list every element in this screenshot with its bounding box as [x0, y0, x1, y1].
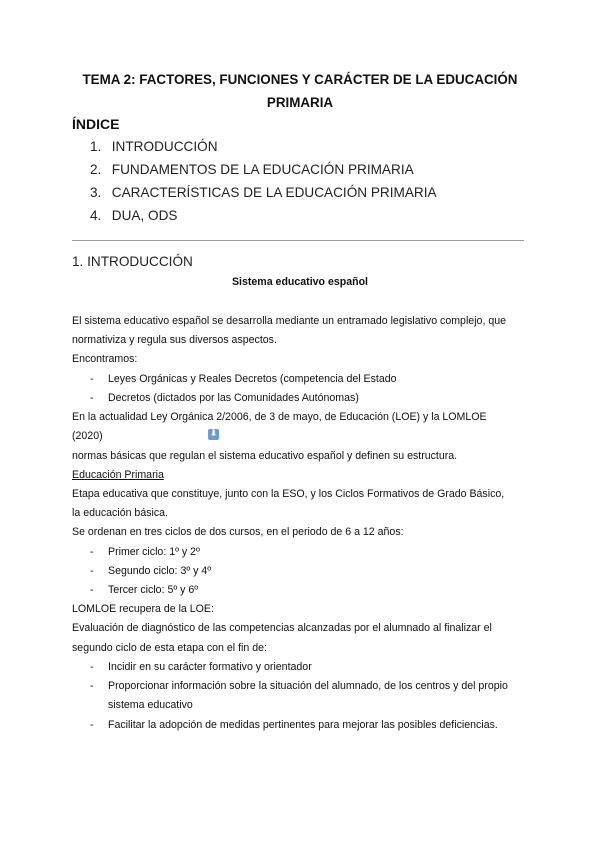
bullet-dash: -: [90, 680, 94, 692]
toc-number: 2.: [90, 162, 102, 177]
table-of-contents: [90, 137, 437, 229]
toc-label: DUA, ODS: [111, 208, 178, 223]
horizontal-divider: [72, 240, 524, 241]
paragraph-line: (2020): [72, 430, 103, 442]
list-item-continuation: sistema educativo: [108, 699, 193, 711]
paragraph-line: El sistema educativo español se desarrolla mediante un entramado legislativo complejo, que: [72, 315, 507, 327]
toc-label: INTRODUCCIÓN: [111, 139, 218, 154]
list-item: Leyes Orgánicas y Reales Decretos (competencia del Estado: [108, 373, 397, 385]
toc-number: 3.: [90, 185, 102, 200]
bullet-dash: -: [90, 373, 94, 385]
bullet-dash: -: [90, 719, 94, 731]
section-heading-introduccion: 1. INTRODUCCIÓN: [72, 254, 193, 269]
bullet-dash: -: [90, 661, 94, 673]
arrow-down-icon: ⬇: [209, 429, 218, 439]
toc-label: CARACTERÍSTICAS DE LA EDUCACIÓN PRIMARIA: [111, 185, 437, 200]
toc-item: [90, 206, 437, 229]
title-line-1: TEMA 2: FACTORES, FUNCIONES Y CARÁCTER DE LA EDUCACIÓN: [82, 72, 518, 87]
subheading-educacion-primaria: Educación Primaria: [72, 469, 164, 481]
list-item: Tercer ciclo: 5º y 6º: [108, 584, 199, 596]
list-item: Segundo ciclo: 3º y 4º: [108, 565, 212, 577]
document-title: [60, 68, 540, 114]
toc-label: FUNDAMENTOS DE LA EDUCACIÓN PRIMARIA: [111, 162, 414, 177]
paragraph-line: LOMLOE recupera de la LOE:: [72, 603, 214, 615]
toc-item: [90, 160, 437, 183]
paragraph-line: la educación básica.: [72, 507, 168, 519]
paragraph-line: Encontramos:: [72, 353, 138, 365]
list-item: Decretos (dictados por las Comunidades Autónomas): [108, 392, 359, 404]
bullet-dash: -: [90, 546, 94, 558]
toc-item: [90, 183, 437, 206]
toc-number: 1.: [90, 139, 102, 154]
title-line-2: PRIMARIA: [266, 95, 334, 110]
bullet-dash: -: [90, 565, 94, 577]
paragraph-line: Evaluación de diagnóstico de las competencias alcanzadas por el alumnado al finalizar el: [72, 622, 492, 634]
list-item: Proporcionar información sobre la situación del alumnado, de los centros y del propio: [108, 680, 508, 692]
paragraph-line: normas básicas que regulan el sistema educativo español y definen su estructura.: [72, 450, 458, 462]
paragraph-line: Etapa educativa que constituye, junto con la ESO, y los Ciclos Formativos de Grado Básico,: [72, 488, 505, 500]
toc-number: 4.: [90, 208, 102, 223]
section-subtitle: Sistema educativo español: [231, 276, 368, 288]
bullet-dash: -: [90, 584, 94, 596]
bullet-dash: -: [90, 392, 94, 404]
list-item: Incidir en su carácter formativo y orientador: [108, 661, 312, 673]
list-item: Primer ciclo: 1º y 2º: [108, 546, 200, 558]
list-item: Facilitar la adopción de medidas pertinentes para mejorar las posibles deficiencias.: [108, 719, 498, 731]
paragraph-line: Se ordenan en tres ciclos de dos cursos, en el periodo de 6 a 12 años:: [72, 526, 404, 538]
toc-item: [90, 137, 437, 160]
index-heading: ÍNDICE: [72, 116, 120, 132]
paragraph-line: segundo ciclo de esta etapa con el fin de:: [72, 642, 267, 654]
paragraph-line: En la actualidad Ley Orgánica 2/2006, de 3 de mayo, de Educación (LOE) y la LOMLOE: [72, 411, 487, 423]
paragraph-line: normativiza y regula sus diversos aspectos.: [72, 334, 277, 346]
